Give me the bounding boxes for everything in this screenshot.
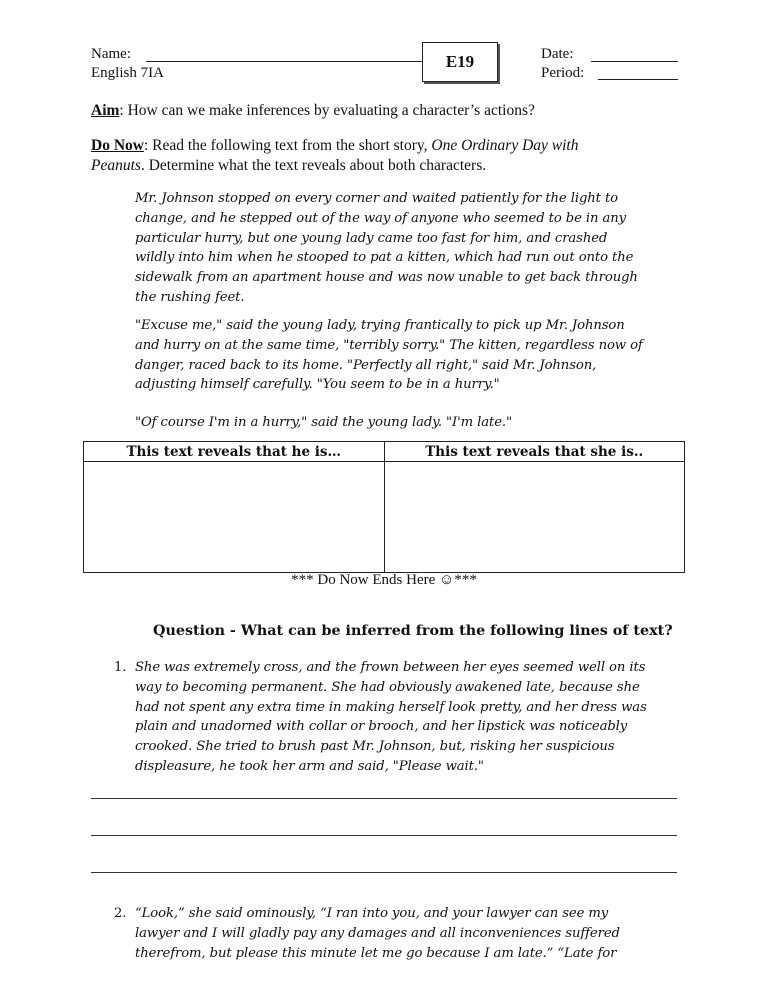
name-label: Name: [91,46,131,62]
aim-text: : How can we make inferences by evaluating a character’s actions? [119,102,535,119]
period-field[interactable] [598,79,678,80]
do-now-label: Do Now [91,137,144,154]
question-2-text: “Look,” she said ominously, “I ran into you, and your lawyer can see my lawyer and I will gladly pay any damages and all inconveniences suffered therefrom, but please this minute let me go because I am late.” “Late for [135,906,620,961]
answer-cell-she[interactable] [384,462,685,573]
question-2-number: 2. [114,906,127,921]
passage-paragraph-1: Mr. Johnson stopped on every corner and waited patiently for the light to change, and he stepped out of the way of anyone who seemed to be in any particular hurry, but one young lady came too fast for him, and crashed wildly into him when he stooped to pat a kitten, which had run out onto the sidewalk from an apartment house and was now unable to get back through the rushing feet. [135,191,638,305]
aim-label: Aim [91,102,120,119]
date-field[interactable] [591,61,678,62]
question-1-text: She was extremely cross, and the frown between her eyes seemed well on its way to becoming permanent. She had obviously awakened late, because she had not spent any extra time in making herself look pretty, and her dress was plain and unadorned with collar or brooch, and her lipstick was noticeably crooked. She tried to brush past Mr. Johnson, but, risking her suspicious displeasure, he took her arm and said, "Please wait." [135,660,647,774]
question-1-number: 1. [114,660,127,675]
period-label: Period: [541,65,585,81]
do-now-instructions: Do Now: Read the following text from the short story, One Ordinary Day with Peanuts. Determine what the text reveals about both characters. [91,137,579,174]
question-heading: Question - What can be inferred from the following lines of text? [153,623,673,639]
date-label: Date: [541,46,574,62]
reveals-table [83,441,685,573]
name-field[interactable] [146,61,422,62]
story-title: One Ordinary Day with [431,137,579,154]
column-header-he: This text reveals that he is… [84,442,385,462]
passage-paragraph-3: "Of course I'm in a hurry," said the young lady. "I'm late." [135,415,512,430]
column-header-she: This text reveals that she is.. [384,442,685,462]
answer-cell-he[interactable] [84,462,385,573]
worksheet-code-badge: E19 [422,42,498,82]
aim-line [91,101,691,121]
passage-paragraph-2: "Excuse me," said the young lady, trying frantically to pick up Mr. Johnson and hurry on at the same time, "terribly sorry." The kitten, regardless now of danger, raced back to its home. "Perfectly all right," said Mr. Johnson, adjusting himself carefully. "You seem to be in a hurry." [135,318,643,393]
class-label: English 7IA [91,65,164,81]
answer-line-3[interactable] [91,872,677,873]
do-now-end-note: *** Do Now Ends Here ☺*** [291,572,477,588]
answer-line-2[interactable] [91,835,677,836]
answer-line-1[interactable] [91,798,677,799]
